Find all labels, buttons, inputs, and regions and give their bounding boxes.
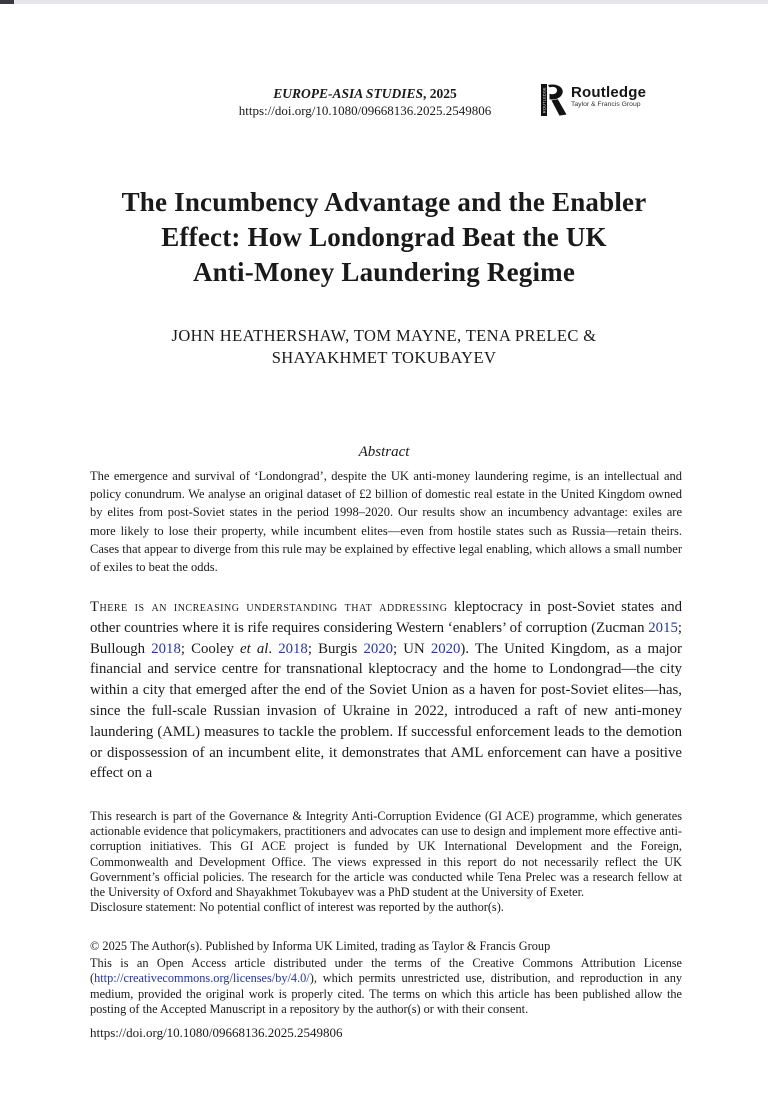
viewer-top-edge-bar — [0, 0, 768, 4]
logomark-vertical-text: ROUTLEDGE — [542, 87, 547, 113]
body-paragraph — [90, 597, 682, 784]
logo-tagline: Taylor & Francis Group — [571, 101, 641, 108]
footnote-block — [90, 809, 682, 915]
abstract-heading: Abstract — [358, 444, 410, 460]
article-title-line-1: The Incumbency Advantage and the Enabler — [121, 187, 647, 217]
journal-year: , 2025 — [422, 86, 457, 101]
hyperlink[interactable]: 2020 — [363, 640, 394, 657]
text-segment: ; UN — [393, 640, 431, 657]
hyperlink[interactable]: 2020 — [430, 640, 461, 657]
header-doi: https://doi.org/10.1080/09668136.2025.2549806 — [238, 102, 492, 118]
hyperlink[interactable]: 2018 — [151, 640, 181, 657]
article-title-line-3: Anti-Money Laundering Regime — [192, 257, 576, 287]
article-title — [0, 185, 768, 290]
open-access-statement — [90, 956, 682, 1017]
routledge-logo — [541, 84, 646, 116]
disclosure-statement: Disclosure statement: No potential conflict of interest was reported by the author(s). — [90, 900, 504, 915]
journal-name: EUROPE-ASIA STUDIES — [273, 86, 423, 101]
text-segment: kleptocracy in post-Soviet states and other countries where it is rife requires considering Western ‘enablers’ of corruption (Zucman — [90, 599, 682, 636]
text-segment: et al — [240, 640, 269, 657]
authors-line-1: JOHN HEATHERSHAW, TOM MAYNE, TENA PRELEC & — [171, 326, 597, 345]
copyright-line: © 2025 The Author(s). Published by Informa UK Limited, trading as Taylor & Francis Group — [90, 939, 551, 953]
authors-line-2: SHAYAKHMET TOKUBAYEV — [271, 348, 497, 367]
routledge-logomark-icon — [541, 84, 567, 116]
text-segment: . — [268, 640, 279, 657]
scroll-progress-indicator — [0, 0, 14, 4]
article-title-line-2: Effect: How Londongrad Beat the UK — [161, 222, 607, 252]
bottom-doi: https://doi.org/10.1080/09668136.2025.2549806 — [90, 1025, 343, 1041]
text-segment: ; Bullough — [90, 619, 682, 657]
hyperlink[interactable]: http://creativecommons.org/licenses/by/4.0/ — [94, 971, 310, 986]
hyperlink[interactable]: 2015 — [648, 619, 678, 636]
text-segment: ). The United Kingdom, as a major financial and service centre for transnational kleptocracy and the home to Londongrad—the city within a city that emerged after the end of the Soviet Union as a haven for post-Soviet elites—has, since the full-scale Russian invasion of Ukraine in 2022, introduced a raft of new anti-money laundering (AML) measures to tackle the problem. If successful enforcement leads to the demotion or dispossession of an incumbent elite, it demonstrates that AML enforcement can have a positive effect on a — [90, 640, 682, 782]
text-segment: There is an increasing understanding that addressing — [90, 599, 448, 615]
logo-brand-name: Routledge — [571, 84, 647, 101]
text-segment: ), which permits unrestricted use, distribution, and reproduction in any medium, provided the original work is properly cited. The terms on which this article has been published allow the posting of the Accepted Manuscript in a repository by the author(s) or with their consent. — [90, 971, 682, 1016]
hyperlink[interactable]: 2018 — [278, 640, 308, 657]
text-segment: ; Burgis — [307, 640, 364, 657]
author-list — [0, 325, 768, 369]
logo-text — [571, 84, 646, 109]
text-segment: This is an Open Access article distributed under the terms of the Creative Commons Attribution License ( — [90, 956, 682, 986]
abstract-paragraph: The emergence and survival of ‘Londongrad’, despite the UK anti-money laundering regime, is an intellectual and policy conundrum. We analyse an original dataset of £2 billion of domestic real estate in the United Kingdom owned by elites from post-Soviet states in the period 1998–2020. Our results show an incumbency advantage: exiles are more likely to lose their property, while incumbent elites—even from hostile states such as Russia—retain theirs. Cases that appear to diverge from this rule may be explained by effective legal enabling, which allows a small number of exiles to beat the odds. — [90, 469, 682, 575]
funding-note: This research is part of the Governance & Integrity Anti-Corruption Evidence (GI ACE) programme, which generates actionable evidence that policymakers, practitioners and advocates can use to design and implement more effective anti-corruption initiatives. This GI ACE project is funded by UK International Development and the Foreign, Commonwealth and Development Office. The views expressed in this report do not necessarily reflect the UK Government’s official policies. The research for the article was conducted while Tena Prelec was a research fellow at the University of Oxford and Shayakhmet Tokubayev was a PhD student at the University of Exeter. — [90, 809, 682, 900]
copyright-block — [90, 939, 682, 1040]
text-segment: ; Cooley — [180, 640, 241, 657]
